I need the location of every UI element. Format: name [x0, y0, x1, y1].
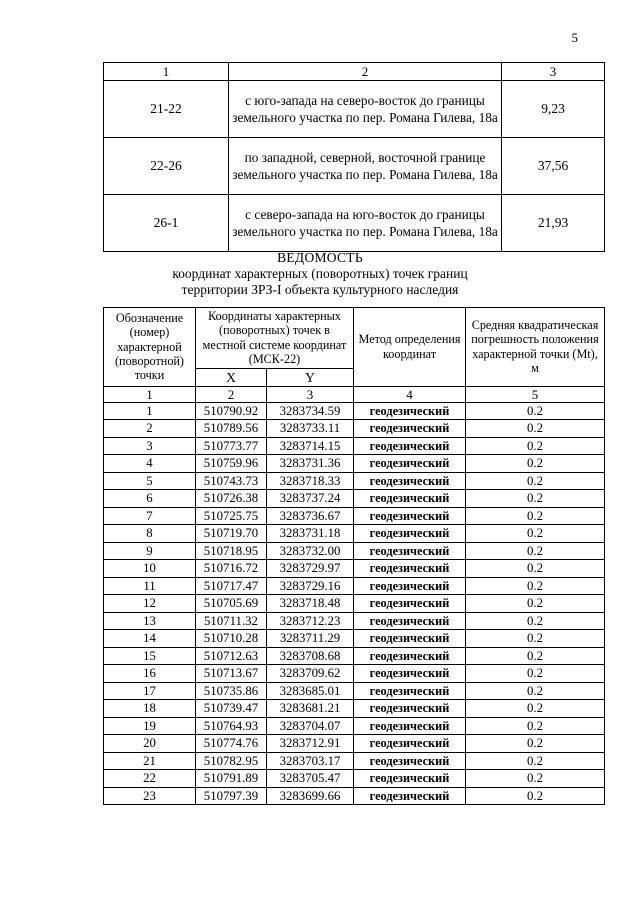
mean-square-error: 0.2	[466, 770, 605, 788]
point-number: 8	[104, 525, 196, 543]
table-row	[104, 647, 605, 665]
mean-square-error: 0.2	[466, 735, 605, 753]
table-row	[104, 717, 605, 735]
vedomost-subtitle-1: координат характерных (поворотных) точек границ	[172, 266, 468, 281]
point-number: 18	[104, 700, 196, 718]
coordinate-x: 510764.93	[196, 717, 267, 735]
coordinate-x: 510713.67	[196, 665, 267, 683]
table-row	[104, 700, 605, 718]
coordinate-y: 3283681.21	[267, 700, 354, 718]
mean-square-error: 0.2	[466, 455, 605, 473]
determination-method: геодезический	[354, 560, 466, 578]
determination-method: геодезический	[354, 630, 466, 648]
header-y: Y	[267, 368, 354, 386]
coordinate-x: 510735.86	[196, 682, 267, 700]
point-number: 9	[104, 542, 196, 560]
coordinate-y: 3283712.91	[267, 735, 354, 753]
mean-square-error: 0.2	[466, 402, 605, 420]
coordinate-y: 3283733.11	[267, 420, 354, 438]
table-row	[104, 490, 605, 508]
coordinate-y: 3283705.47	[267, 770, 354, 788]
determination-method: геодезический	[354, 437, 466, 455]
segments-table-body	[104, 81, 605, 252]
determination-method: геодезический	[354, 542, 466, 560]
table-row	[104, 195, 605, 252]
segment-description: по западной, северной, восточной границе земельного участка по пер. Романа Гилева, 18а	[229, 138, 502, 195]
segments-table-container	[103, 62, 605, 252]
coordinate-x: 510712.63	[196, 647, 267, 665]
point-number: 19	[104, 717, 196, 735]
coordinates-colnum-2: 2	[196, 386, 267, 402]
determination-method: геодезический	[354, 402, 466, 420]
determination-method: геодезический	[354, 525, 466, 543]
vedomost-heading	[0, 250, 640, 298]
coordinate-x: 510773.77	[196, 437, 267, 455]
header-point-designation: Обозначение (номер) характерной (поворотной) точки	[104, 308, 196, 387]
mean-square-error: 0.2	[466, 665, 605, 683]
determination-method: геодезический	[354, 665, 466, 683]
coordinate-y: 3283685.01	[267, 682, 354, 700]
determination-method: геодезический	[354, 647, 466, 665]
segment-description: с юго-запада на северо-восток до границы земельного участка по пер. Романа Гилева, 18а	[229, 81, 502, 138]
determination-method: геодезический	[354, 752, 466, 770]
coordinates-header-row	[104, 308, 605, 369]
coordinate-x: 510791.89	[196, 770, 267, 788]
point-number: 14	[104, 630, 196, 648]
coordinate-x: 510716.72	[196, 560, 267, 578]
coordinate-x: 510739.47	[196, 700, 267, 718]
segment-description: с северо-запада на юго-восток до границы земельного участка по пер. Романа Гилева, 18а	[229, 195, 502, 252]
table-row	[104, 787, 605, 805]
table-row	[104, 437, 605, 455]
table-row	[104, 752, 605, 770]
point-number: 20	[104, 735, 196, 753]
vedomost-title: ВЕДОМОСТЬ	[277, 250, 363, 265]
determination-method: геодезический	[354, 455, 466, 473]
table-row	[104, 138, 605, 195]
coordinate-y: 3283704.07	[267, 717, 354, 735]
segments-table-head	[104, 63, 605, 81]
segment-length: 9,23	[502, 81, 605, 138]
coordinate-y: 3283729.16	[267, 577, 354, 595]
header-x: X	[196, 368, 267, 386]
mean-square-error: 0.2	[466, 752, 605, 770]
coordinate-x: 510789.56	[196, 420, 267, 438]
mean-square-error: 0.2	[466, 507, 605, 525]
coordinate-x: 510705.69	[196, 595, 267, 613]
point-number: 2	[104, 420, 196, 438]
mean-square-error: 0.2	[466, 612, 605, 630]
coordinate-y: 3283731.36	[267, 455, 354, 473]
table-row	[104, 682, 605, 700]
mean-square-error: 0.2	[466, 700, 605, 718]
determination-method: геодезический	[354, 682, 466, 700]
table-row	[104, 595, 605, 613]
determination-method: геодезический	[354, 595, 466, 613]
point-number: 6	[104, 490, 196, 508]
coordinates-table-body	[104, 402, 605, 805]
coordinate-y: 3283718.48	[267, 595, 354, 613]
coordinate-x: 510719.70	[196, 525, 267, 543]
segments-table	[103, 62, 605, 252]
coordinate-x: 510743.73	[196, 472, 267, 490]
coordinate-y: 3283731.18	[267, 525, 354, 543]
coordinate-x: 510726.38	[196, 490, 267, 508]
mean-square-error: 0.2	[466, 595, 605, 613]
mean-square-error: 0.2	[466, 472, 605, 490]
coordinate-x: 510725.75	[196, 507, 267, 525]
segments-colnum-2: 2	[229, 63, 502, 81]
mean-square-error: 0.2	[466, 717, 605, 735]
segments-colnum-3: 3	[502, 63, 605, 81]
segment-id: 26-1	[104, 195, 229, 252]
point-number: 4	[104, 455, 196, 473]
coordinate-y: 3283736.67	[267, 507, 354, 525]
determination-method: геодезический	[354, 490, 466, 508]
coordinate-y: 3283711.29	[267, 630, 354, 648]
point-number: 21	[104, 752, 196, 770]
mean-square-error: 0.2	[466, 577, 605, 595]
mean-square-error: 0.2	[466, 490, 605, 508]
vedomost-subtitle-2: территории ЗРЗ-I объекта культурного наследия	[181, 282, 459, 297]
mean-square-error: 0.2	[466, 630, 605, 648]
coordinate-y: 3283729.97	[267, 560, 354, 578]
coordinate-y: 3283734.59	[267, 402, 354, 420]
table-row	[104, 770, 605, 788]
coordinate-y: 3283703.17	[267, 752, 354, 770]
table-row	[104, 472, 605, 490]
table-row	[104, 542, 605, 560]
coordinate-y: 3283712.23	[267, 612, 354, 630]
segment-length: 21,93	[502, 195, 605, 252]
point-number: 5	[104, 472, 196, 490]
mean-square-error: 0.2	[466, 525, 605, 543]
table-row	[104, 81, 605, 138]
determination-method: геодезический	[354, 420, 466, 438]
table-row	[104, 507, 605, 525]
coordinates-table	[103, 307, 605, 805]
point-number: 1	[104, 402, 196, 420]
table-row	[104, 735, 605, 753]
mean-square-error: 0.2	[466, 647, 605, 665]
coordinate-y: 3283737.24	[267, 490, 354, 508]
coordinate-x: 510797.39	[196, 787, 267, 805]
segments-column-number-row	[104, 63, 605, 81]
segment-id: 21-22	[104, 81, 229, 138]
coordinate-x: 510710.28	[196, 630, 267, 648]
segments-colnum-1: 1	[104, 63, 229, 81]
header-method: Метод определения координат	[354, 308, 466, 387]
determination-method: геодезический	[354, 717, 466, 735]
determination-method: геодезический	[354, 577, 466, 595]
table-row	[104, 665, 605, 683]
page-number: 5	[571, 30, 578, 45]
coordinates-colnum-4: 4	[354, 386, 466, 402]
mean-square-error: 0.2	[466, 542, 605, 560]
point-number: 11	[104, 577, 196, 595]
table-row	[104, 402, 605, 420]
determination-method: геодезический	[354, 472, 466, 490]
point-number: 15	[104, 647, 196, 665]
coordinate-x: 510790.92	[196, 402, 267, 420]
table-row	[104, 560, 605, 578]
coordinate-y: 3283699.66	[267, 787, 354, 805]
table-row	[104, 420, 605, 438]
determination-method: геодезический	[354, 612, 466, 630]
determination-method: геодезический	[354, 787, 466, 805]
coordinate-y: 3283732.00	[267, 542, 354, 560]
coordinate-y: 3283709.62	[267, 665, 354, 683]
point-number: 17	[104, 682, 196, 700]
point-number: 22	[104, 770, 196, 788]
coordinate-x: 510711.32	[196, 612, 267, 630]
point-number: 10	[104, 560, 196, 578]
coordinates-colnum-3: 3	[267, 386, 354, 402]
coordinates-table-head	[104, 308, 605, 403]
coordinates-colnum-1: 1	[104, 386, 196, 402]
table-row	[104, 525, 605, 543]
determination-method: геодезический	[354, 700, 466, 718]
mean-square-error: 0.2	[466, 560, 605, 578]
coordinates-table-container	[103, 307, 605, 805]
point-number: 23	[104, 787, 196, 805]
coordinate-x: 510717.47	[196, 577, 267, 595]
point-number: 12	[104, 595, 196, 613]
coordinate-x: 510782.95	[196, 752, 267, 770]
mean-square-error: 0.2	[466, 420, 605, 438]
coordinate-x: 510759.96	[196, 455, 267, 473]
point-number: 13	[104, 612, 196, 630]
coordinates-colnum-5: 5	[466, 386, 605, 402]
table-row	[104, 612, 605, 630]
mean-square-error: 0.2	[466, 682, 605, 700]
point-number: 3	[104, 437, 196, 455]
coordinate-x: 510774.76	[196, 735, 267, 753]
point-number: 7	[104, 507, 196, 525]
mean-square-error: 0.2	[466, 437, 605, 455]
table-row	[104, 577, 605, 595]
coordinate-x: 510718.95	[196, 542, 267, 560]
header-coordinates-group: Координаты характерных (поворотных) точек в местной системе координат (МСК-22)	[196, 308, 354, 369]
segment-length: 37,56	[502, 138, 605, 195]
coordinate-y: 3283718.33	[267, 472, 354, 490]
determination-method: геодезический	[354, 770, 466, 788]
point-number: 16	[104, 665, 196, 683]
determination-method: геодезический	[354, 735, 466, 753]
coordinate-y: 3283714.15	[267, 437, 354, 455]
coordinates-column-number-row	[104, 386, 605, 402]
table-row	[104, 455, 605, 473]
segment-id: 22-26	[104, 138, 229, 195]
table-row	[104, 630, 605, 648]
coordinate-y: 3283708.68	[267, 647, 354, 665]
header-mean-square-error: Средняя квадратическая погрешность положения характерной точки (Mt), м	[466, 308, 605, 387]
determination-method: геодезический	[354, 507, 466, 525]
mean-square-error: 0.2	[466, 787, 605, 805]
